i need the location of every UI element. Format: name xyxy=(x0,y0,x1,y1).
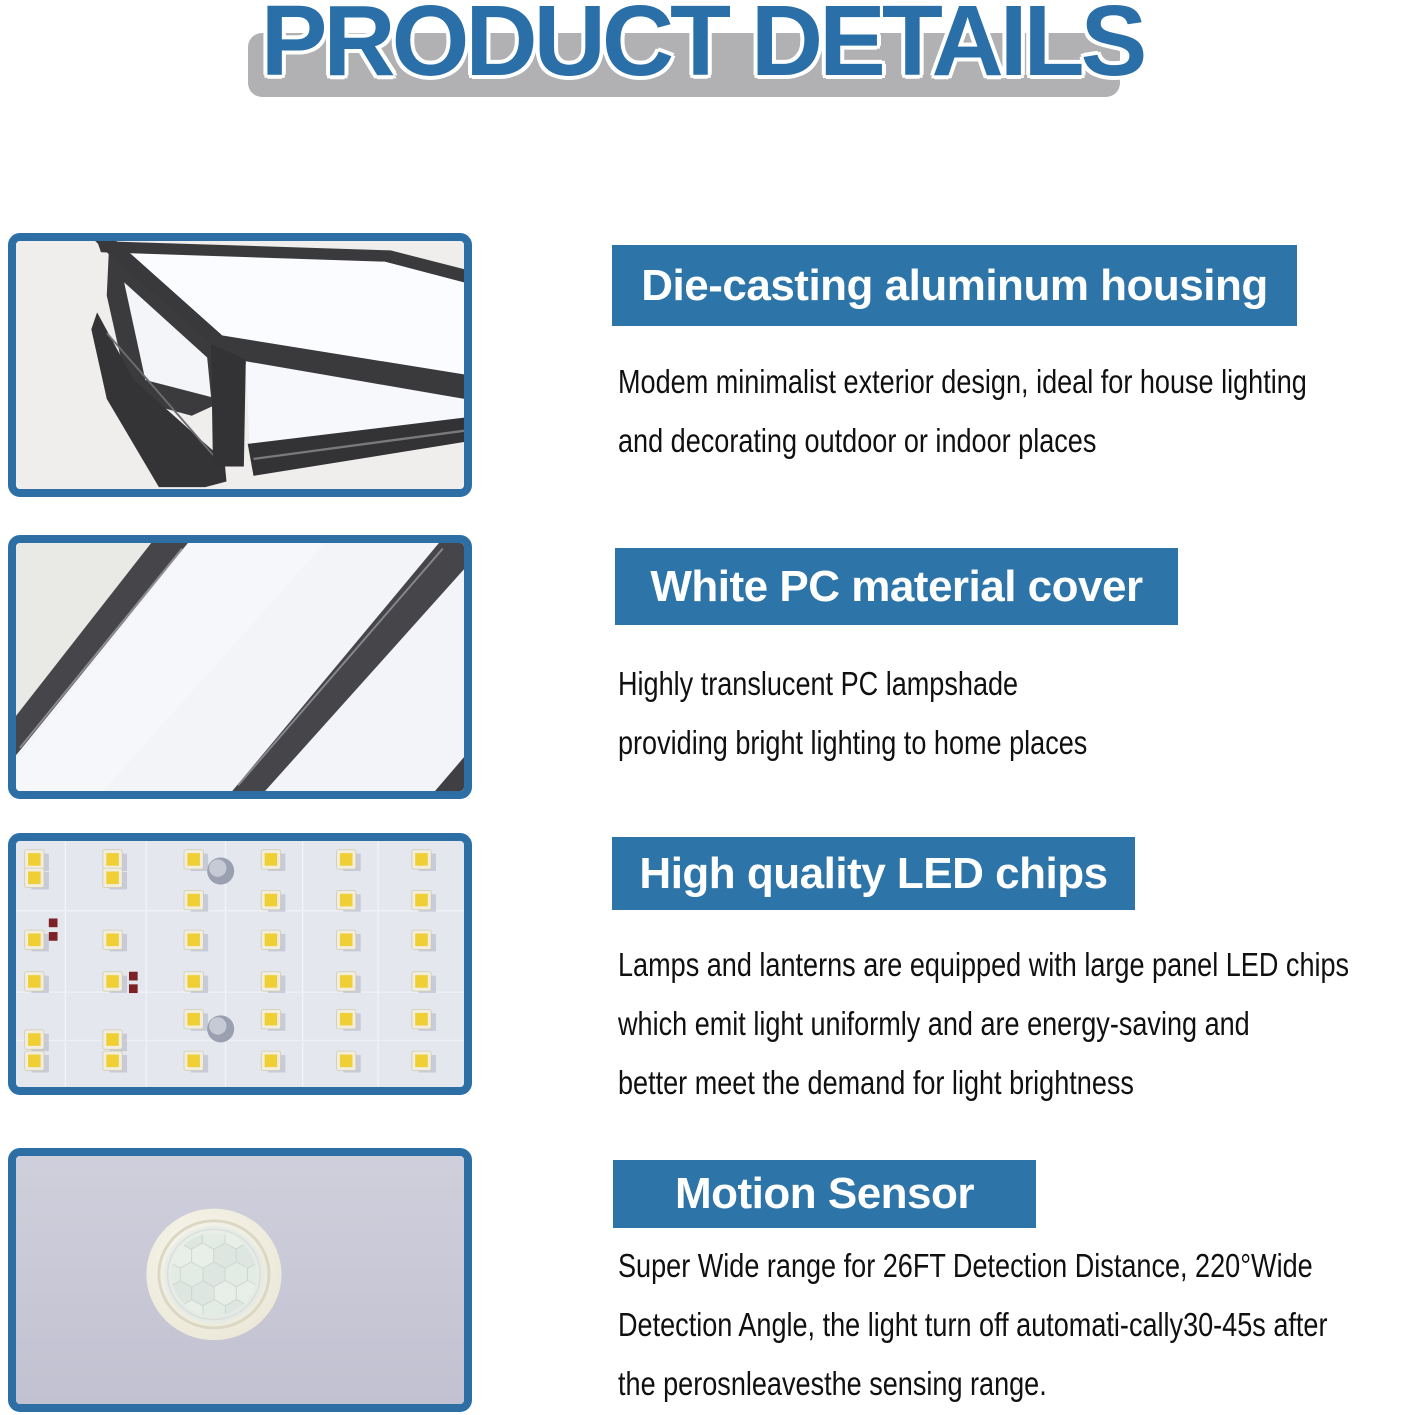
led-chip-die xyxy=(28,975,41,988)
resistor-chip xyxy=(129,972,138,981)
led-chip-die xyxy=(106,872,119,885)
body-line: the perosnleavesthe sensing range. xyxy=(618,1365,1047,1402)
body-line: Modem minimalist exterior design, ideal for house lighting xyxy=(618,363,1307,400)
body-line: providing bright lighting to home places xyxy=(618,724,1088,761)
motion-sensor-illustration xyxy=(16,1156,464,1404)
section-title-cover: White PC material cover xyxy=(615,548,1178,625)
led-chip-die xyxy=(415,975,428,988)
resistor-chip xyxy=(49,932,58,941)
section-body-sensor xyxy=(618,1236,1405,1413)
led-chip-die xyxy=(340,975,353,988)
screw-hole-highlight xyxy=(209,859,226,876)
led-chip-die xyxy=(187,894,200,907)
section-body-housing xyxy=(618,352,1405,470)
led-panel-photo xyxy=(8,833,472,1095)
led-chip-die xyxy=(28,1055,41,1068)
section-title-led: High quality LED chips xyxy=(612,837,1135,910)
led-chip-die xyxy=(265,853,278,866)
led-chip-die xyxy=(187,1055,200,1068)
body-line: Super Wide range for 26FT Detection Distance, 220°Wide xyxy=(618,1247,1313,1284)
section-body-cover xyxy=(618,654,1405,772)
led-chip-die xyxy=(106,1055,119,1068)
led-chip-die xyxy=(106,975,119,988)
led-chip-die xyxy=(265,1013,278,1026)
section-title-sensor: Motion Sensor xyxy=(613,1160,1036,1228)
led-chip-die xyxy=(106,853,119,866)
led-chip-die xyxy=(28,872,41,885)
led-chip-die xyxy=(415,853,428,866)
resistor-chip xyxy=(49,918,58,927)
led-chip-die xyxy=(340,894,353,907)
led-chip-die xyxy=(265,933,278,946)
led-chip-die xyxy=(340,933,353,946)
led-chip-die xyxy=(187,975,200,988)
pc-cover-illustration xyxy=(16,543,464,791)
screw-hole-highlight xyxy=(209,1017,226,1034)
aluminum-housing-illustration xyxy=(16,241,464,489)
led-chip-die xyxy=(415,1013,428,1026)
led-chip-die xyxy=(340,1055,353,1068)
led-chip-die xyxy=(28,1033,41,1046)
led-chip-die xyxy=(340,1013,353,1026)
resistor-chip xyxy=(129,984,138,993)
led-chip-die xyxy=(340,853,353,866)
led-chip-die xyxy=(187,853,200,866)
led-chip-die xyxy=(28,933,41,946)
led-chip-die xyxy=(28,853,41,866)
led-chip-die xyxy=(187,933,200,946)
body-line: Highly translucent PC lampshade xyxy=(618,665,1019,702)
led-chip-die xyxy=(106,933,119,946)
led-chip-die xyxy=(187,1013,200,1026)
body-line: which emit light uniformly and are energy-saving and xyxy=(618,1005,1250,1042)
aluminum-housing-photo xyxy=(8,233,472,497)
led-panel-illustration xyxy=(16,841,464,1087)
body-line: Lamps and lanterns are equipped with large panel LED chips xyxy=(618,946,1350,983)
led-chip-die xyxy=(106,1033,119,1046)
led-chip-die xyxy=(415,1055,428,1068)
body-line: better meet the demand for light brightness xyxy=(618,1064,1134,1101)
led-chip-die xyxy=(265,894,278,907)
led-chip-die xyxy=(415,933,428,946)
body-line: Detection Angle, the light turn off automati-cally30-45s after xyxy=(618,1306,1328,1343)
led-chip-die xyxy=(265,1055,278,1068)
section-title-housing: Die-casting aluminum housing xyxy=(612,245,1297,326)
led-chip-die xyxy=(265,975,278,988)
section-body-led xyxy=(618,935,1405,1112)
pc-cover-photo xyxy=(8,535,472,799)
page-title: PRODUCT DETAILS xyxy=(260,0,1144,97)
led-chip-die xyxy=(415,894,428,907)
motion-sensor-photo xyxy=(8,1148,472,1412)
body-line: and decorating outdoor or indoor places xyxy=(618,422,1097,459)
